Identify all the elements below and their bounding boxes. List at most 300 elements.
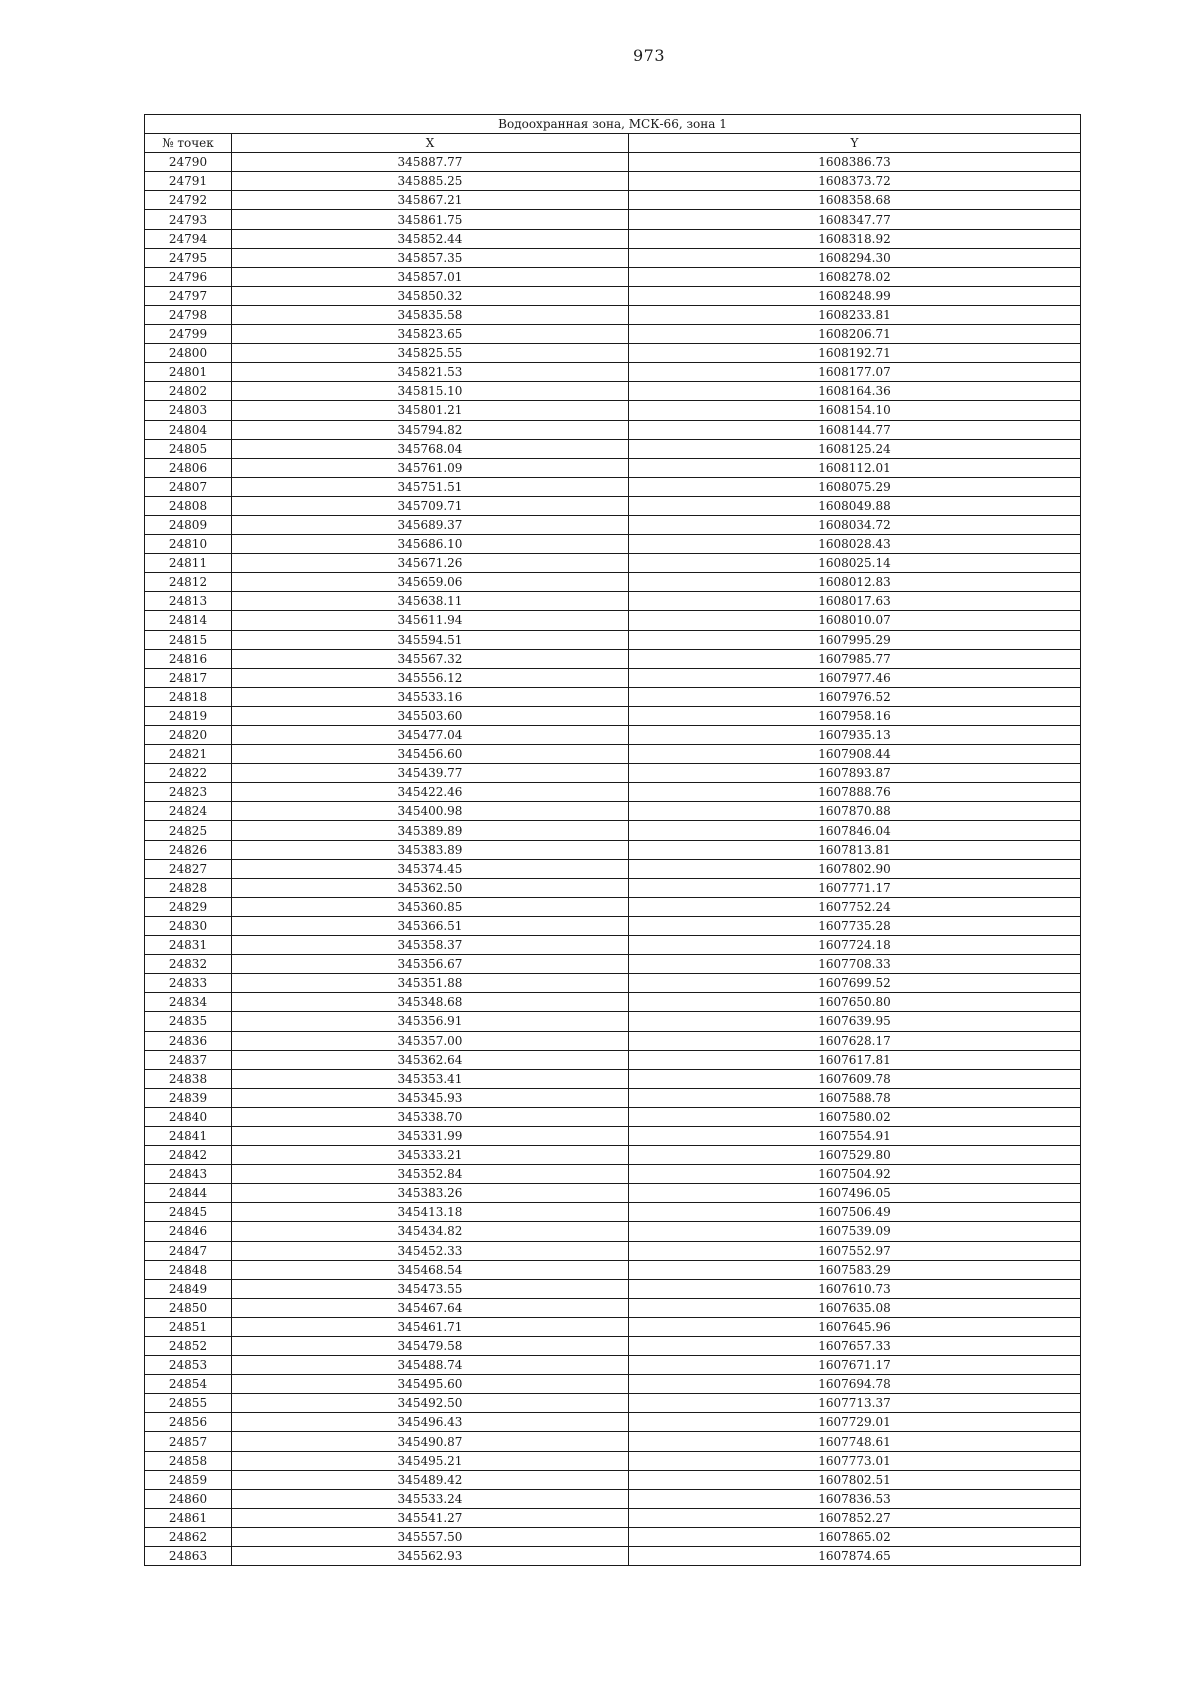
table-row (145, 1241, 1081, 1260)
x-coordinate-cell: 345477.04 (232, 726, 629, 745)
point-number-cell: 24815 (145, 630, 232, 649)
y-coordinate-cell: 1607539.09 (629, 1222, 1081, 1241)
y-coordinate-cell: 1607752.24 (629, 897, 1081, 916)
point-number-cell: 24859 (145, 1470, 232, 1489)
table-row (145, 382, 1081, 401)
x-coordinate-cell: 345567.32 (232, 649, 629, 668)
x-coordinate-cell: 345861.75 (232, 210, 629, 229)
point-number-cell: 24822 (145, 764, 232, 783)
table-row (145, 1451, 1081, 1470)
point-number-cell: 24800 (145, 344, 232, 363)
y-coordinate-cell: 1608164.36 (629, 382, 1081, 401)
y-coordinate-cell: 1607813.81 (629, 840, 1081, 859)
x-coordinate-cell: 345885.25 (232, 172, 629, 191)
point-number-cell: 24806 (145, 458, 232, 477)
point-number-cell: 24813 (145, 592, 232, 611)
y-coordinate-cell: 1607610.73 (629, 1279, 1081, 1298)
table-title: Водоохранная зона, МСК-66, зона 1 (145, 115, 1081, 134)
table-row (145, 878, 1081, 897)
x-coordinate-cell: 345689.37 (232, 515, 629, 534)
point-number-cell: 24803 (145, 401, 232, 420)
y-coordinate-cell: 1607748.61 (629, 1432, 1081, 1451)
point-number-cell: 24845 (145, 1203, 232, 1222)
y-coordinate-cell: 1607617.81 (629, 1050, 1081, 1069)
x-coordinate-cell: 345709.71 (232, 496, 629, 515)
y-coordinate-cell: 1607645.96 (629, 1317, 1081, 1336)
point-number-cell: 24791 (145, 172, 232, 191)
y-coordinate-cell: 1608233.81 (629, 305, 1081, 324)
point-number-cell: 24836 (145, 1031, 232, 1050)
table-row (145, 229, 1081, 248)
point-number-cell: 24834 (145, 993, 232, 1012)
y-coordinate-cell: 1608025.14 (629, 554, 1081, 573)
table-row (145, 821, 1081, 840)
x-coordinate-cell: 345479.58 (232, 1337, 629, 1356)
point-number-cell: 24850 (145, 1298, 232, 1317)
y-coordinate-cell: 1608248.99 (629, 286, 1081, 305)
y-coordinate-cell: 1607836.53 (629, 1489, 1081, 1508)
table-row (145, 1470, 1081, 1489)
x-coordinate-cell: 345345.93 (232, 1088, 629, 1107)
y-coordinate-cell: 1607802.90 (629, 859, 1081, 878)
x-coordinate-cell: 345852.44 (232, 229, 629, 248)
y-coordinate-cell: 1608075.29 (629, 477, 1081, 496)
table-row (145, 1088, 1081, 1107)
table-row (145, 1279, 1081, 1298)
table-row (145, 325, 1081, 344)
x-coordinate-cell: 345338.70 (232, 1107, 629, 1126)
point-number-cell: 24835 (145, 1012, 232, 1031)
point-number-cell: 24809 (145, 515, 232, 534)
x-coordinate-cell: 345488.74 (232, 1356, 629, 1375)
x-coordinate-cell: 345815.10 (232, 382, 629, 401)
point-number-cell: 24794 (145, 229, 232, 248)
point-number-cell: 24855 (145, 1394, 232, 1413)
point-number-cell: 24804 (145, 420, 232, 439)
table-row (145, 611, 1081, 630)
y-coordinate-cell: 1607958.16 (629, 706, 1081, 725)
x-coordinate-cell: 345557.50 (232, 1527, 629, 1546)
x-coordinate-cell: 345495.21 (232, 1451, 629, 1470)
y-coordinate-cell: 1608358.68 (629, 191, 1081, 210)
x-coordinate-cell: 345495.60 (232, 1375, 629, 1394)
point-number-cell: 24831 (145, 936, 232, 955)
x-coordinate-cell: 345857.35 (232, 248, 629, 267)
x-coordinate-cell: 345825.55 (232, 344, 629, 363)
y-coordinate-cell: 1607628.17 (629, 1031, 1081, 1050)
column-header-x: X (232, 134, 629, 153)
point-number-cell: 24793 (145, 210, 232, 229)
table-row (145, 783, 1081, 802)
point-number-cell: 24824 (145, 802, 232, 821)
point-number-cell: 24854 (145, 1375, 232, 1394)
y-coordinate-cell: 1608294.30 (629, 248, 1081, 267)
point-number-cell: 24796 (145, 267, 232, 286)
x-coordinate-cell: 345439.77 (232, 764, 629, 783)
x-coordinate-cell: 345383.26 (232, 1184, 629, 1203)
point-number-cell: 24808 (145, 496, 232, 515)
y-coordinate-cell: 1608206.71 (629, 325, 1081, 344)
x-coordinate-cell: 345356.67 (232, 955, 629, 974)
table-row (145, 1260, 1081, 1279)
column-header-y: Y (629, 134, 1081, 153)
x-coordinate-cell: 345358.37 (232, 936, 629, 955)
x-coordinate-cell: 345533.24 (232, 1489, 629, 1508)
y-coordinate-cell: 1607935.13 (629, 726, 1081, 745)
x-coordinate-cell: 345794.82 (232, 420, 629, 439)
table-row (145, 1394, 1081, 1413)
table-row (145, 706, 1081, 725)
point-number-cell: 24825 (145, 821, 232, 840)
x-coordinate-cell: 345489.42 (232, 1470, 629, 1489)
point-number-cell: 24821 (145, 745, 232, 764)
y-coordinate-cell: 1608154.10 (629, 401, 1081, 420)
y-coordinate-cell: 1607865.02 (629, 1527, 1081, 1546)
y-coordinate-cell: 1607976.52 (629, 687, 1081, 706)
x-coordinate-cell: 345761.09 (232, 458, 629, 477)
table-row (145, 191, 1081, 210)
point-number-cell: 24829 (145, 897, 232, 916)
table-row (145, 687, 1081, 706)
point-number-cell: 24841 (145, 1126, 232, 1145)
y-coordinate-cell: 1607888.76 (629, 783, 1081, 802)
x-coordinate-cell: 345686.10 (232, 535, 629, 554)
point-number-cell: 24862 (145, 1527, 232, 1546)
y-coordinate-cell: 1607724.18 (629, 936, 1081, 955)
y-coordinate-cell: 1607852.27 (629, 1508, 1081, 1527)
table-row (145, 535, 1081, 554)
table-row (145, 1222, 1081, 1241)
table-row (145, 1012, 1081, 1031)
table-row (145, 286, 1081, 305)
y-coordinate-cell: 1607729.01 (629, 1413, 1081, 1432)
x-coordinate-cell: 345887.77 (232, 153, 629, 172)
table-row (145, 916, 1081, 935)
table-row (145, 1107, 1081, 1126)
point-number-cell: 24799 (145, 325, 232, 344)
y-coordinate-cell: 1608347.77 (629, 210, 1081, 229)
y-coordinate-cell: 1608373.72 (629, 172, 1081, 191)
x-coordinate-cell: 345556.12 (232, 668, 629, 687)
x-coordinate-cell: 345389.89 (232, 821, 629, 840)
x-coordinate-cell: 345594.51 (232, 630, 629, 649)
x-coordinate-cell: 345473.55 (232, 1279, 629, 1298)
y-coordinate-cell: 1607870.88 (629, 802, 1081, 821)
point-number-cell: 24805 (145, 439, 232, 458)
table-row (145, 1184, 1081, 1203)
y-coordinate-cell: 1608017.63 (629, 592, 1081, 611)
point-number-cell: 24856 (145, 1413, 232, 1432)
table-row (145, 764, 1081, 783)
x-coordinate-cell: 345461.71 (232, 1317, 629, 1336)
table-row (145, 363, 1081, 382)
point-number-cell: 24807 (145, 477, 232, 496)
point-number-cell: 24818 (145, 687, 232, 706)
table-row (145, 936, 1081, 955)
y-coordinate-cell: 1607506.49 (629, 1203, 1081, 1222)
x-coordinate-cell: 345333.21 (232, 1146, 629, 1165)
y-coordinate-cell: 1607554.91 (629, 1126, 1081, 1145)
table-row (145, 477, 1081, 496)
table-row (145, 573, 1081, 592)
y-coordinate-cell: 1607699.52 (629, 974, 1081, 993)
table-row (145, 344, 1081, 363)
x-coordinate-cell: 345356.91 (232, 1012, 629, 1031)
y-coordinate-cell: 1607504.92 (629, 1165, 1081, 1184)
y-coordinate-cell: 1607773.01 (629, 1451, 1081, 1470)
point-number-cell: 24798 (145, 305, 232, 324)
y-coordinate-cell: 1607708.33 (629, 955, 1081, 974)
table-row (145, 1508, 1081, 1527)
table-row (145, 305, 1081, 324)
point-number-cell: 24844 (145, 1184, 232, 1203)
x-coordinate-cell: 345768.04 (232, 439, 629, 458)
x-coordinate-cell: 345801.21 (232, 401, 629, 420)
table-row (145, 554, 1081, 573)
y-coordinate-cell: 1608192.71 (629, 344, 1081, 363)
y-coordinate-cell: 1607552.97 (629, 1241, 1081, 1260)
table-row (145, 401, 1081, 420)
table-row (145, 1432, 1081, 1451)
table-row (145, 649, 1081, 668)
x-coordinate-cell: 345496.43 (232, 1413, 629, 1432)
point-number-cell: 24795 (145, 248, 232, 267)
table-row (145, 974, 1081, 993)
x-coordinate-cell: 345467.64 (232, 1298, 629, 1317)
table-row (145, 993, 1081, 1012)
x-coordinate-cell: 345541.27 (232, 1508, 629, 1527)
point-number-cell: 24814 (145, 611, 232, 630)
y-coordinate-cell: 1607583.29 (629, 1260, 1081, 1279)
point-number-cell: 24858 (145, 1451, 232, 1470)
point-number-cell: 24861 (145, 1508, 232, 1527)
x-coordinate-cell: 345468.54 (232, 1260, 629, 1279)
point-number-cell: 24817 (145, 668, 232, 687)
point-number-cell: 24812 (145, 573, 232, 592)
table-row (145, 897, 1081, 916)
point-number-cell: 24833 (145, 974, 232, 993)
table-row (145, 1337, 1081, 1356)
x-coordinate-cell: 345850.32 (232, 286, 629, 305)
x-coordinate-cell: 345360.85 (232, 897, 629, 916)
y-coordinate-cell: 1607496.05 (629, 1184, 1081, 1203)
point-number-cell: 24843 (145, 1165, 232, 1184)
y-coordinate-cell: 1608010.07 (629, 611, 1081, 630)
point-number-cell: 24837 (145, 1050, 232, 1069)
table-row (145, 668, 1081, 687)
table-row (145, 1126, 1081, 1145)
x-coordinate-cell: 345366.51 (232, 916, 629, 935)
point-number-cell: 24846 (145, 1222, 232, 1241)
y-coordinate-cell: 1607609.78 (629, 1069, 1081, 1088)
y-coordinate-cell: 1607846.04 (629, 821, 1081, 840)
x-coordinate-cell: 345490.87 (232, 1432, 629, 1451)
x-coordinate-cell: 345383.89 (232, 840, 629, 859)
y-coordinate-cell: 1607657.33 (629, 1337, 1081, 1356)
table-row (145, 1203, 1081, 1222)
x-coordinate-cell: 345671.26 (232, 554, 629, 573)
y-coordinate-cell: 1607977.46 (629, 668, 1081, 687)
table-row (145, 267, 1081, 286)
table-row (145, 248, 1081, 267)
table-row (145, 1547, 1081, 1566)
x-coordinate-cell: 345456.60 (232, 745, 629, 764)
y-coordinate-cell: 1607874.65 (629, 1547, 1081, 1566)
table-row (145, 1031, 1081, 1050)
x-coordinate-cell: 345823.65 (232, 325, 629, 344)
y-coordinate-cell: 1608112.01 (629, 458, 1081, 477)
x-coordinate-cell: 345503.60 (232, 706, 629, 725)
table-row (145, 1356, 1081, 1375)
table-row (145, 1317, 1081, 1336)
y-coordinate-cell: 1607671.17 (629, 1356, 1081, 1375)
table-row (145, 1298, 1081, 1317)
x-coordinate-cell: 345362.64 (232, 1050, 629, 1069)
table-row (145, 840, 1081, 859)
x-coordinate-cell: 345638.11 (232, 592, 629, 611)
table-row (145, 745, 1081, 764)
y-coordinate-cell: 1608318.92 (629, 229, 1081, 248)
x-coordinate-cell: 345357.00 (232, 1031, 629, 1050)
y-coordinate-cell: 1607908.44 (629, 745, 1081, 764)
point-number-cell: 24838 (145, 1069, 232, 1088)
table-row (145, 592, 1081, 611)
point-number-cell: 24839 (145, 1088, 232, 1107)
point-number-cell: 24832 (145, 955, 232, 974)
point-number-cell: 24851 (145, 1317, 232, 1336)
y-coordinate-cell: 1608177.07 (629, 363, 1081, 382)
table-row (145, 153, 1081, 172)
point-number-cell: 24816 (145, 649, 232, 668)
table-row (145, 496, 1081, 515)
point-number-cell: 24820 (145, 726, 232, 745)
point-number-cell: 24811 (145, 554, 232, 573)
x-coordinate-cell: 345857.01 (232, 267, 629, 286)
y-coordinate-cell: 1607588.78 (629, 1088, 1081, 1107)
point-number-cell: 24801 (145, 363, 232, 382)
point-number-cell: 24830 (145, 916, 232, 935)
y-coordinate-cell: 1607529.80 (629, 1146, 1081, 1165)
table-row (145, 1165, 1081, 1184)
table-row (145, 515, 1081, 534)
x-coordinate-cell: 345351.88 (232, 974, 629, 993)
point-number-cell: 24847 (145, 1241, 232, 1260)
y-coordinate-cell: 1608278.02 (629, 267, 1081, 286)
point-number-cell: 24827 (145, 859, 232, 878)
table-row (145, 458, 1081, 477)
table-row (145, 1527, 1081, 1546)
x-coordinate-cell: 345413.18 (232, 1203, 629, 1222)
x-coordinate-cell: 345835.58 (232, 305, 629, 324)
x-coordinate-cell: 345422.46 (232, 783, 629, 802)
y-coordinate-cell: 1607995.29 (629, 630, 1081, 649)
point-number-cell: 24840 (145, 1107, 232, 1126)
y-coordinate-cell: 1608144.77 (629, 420, 1081, 439)
x-coordinate-cell: 345452.33 (232, 1241, 629, 1260)
x-coordinate-cell: 345348.68 (232, 993, 629, 1012)
table-row (145, 1146, 1081, 1165)
table-row (145, 439, 1081, 458)
x-coordinate-cell: 345374.45 (232, 859, 629, 878)
x-coordinate-cell: 345353.41 (232, 1069, 629, 1088)
point-number-cell: 24857 (145, 1432, 232, 1451)
point-number-cell: 24823 (145, 783, 232, 802)
page-number: 973 (632, 46, 666, 65)
point-number-cell: 24849 (145, 1279, 232, 1298)
y-coordinate-cell: 1608125.24 (629, 439, 1081, 458)
y-coordinate-cell: 1607713.37 (629, 1394, 1081, 1413)
point-number-cell: 24852 (145, 1337, 232, 1356)
point-number-cell: 24826 (145, 840, 232, 859)
x-coordinate-cell: 345867.21 (232, 191, 629, 210)
y-coordinate-cell: 1607639.95 (629, 1012, 1081, 1031)
y-coordinate-cell: 1608028.43 (629, 535, 1081, 554)
table-title-row (145, 115, 1081, 134)
table-row (145, 1413, 1081, 1432)
point-number-cell: 24819 (145, 706, 232, 725)
table-row (145, 630, 1081, 649)
y-coordinate-cell: 1607893.87 (629, 764, 1081, 783)
point-number-cell: 24842 (145, 1146, 232, 1165)
table-header-row (145, 134, 1081, 153)
y-coordinate-cell: 1607735.28 (629, 916, 1081, 935)
table-row (145, 1050, 1081, 1069)
point-number-cell: 24860 (145, 1489, 232, 1508)
y-coordinate-cell: 1608049.88 (629, 496, 1081, 515)
x-coordinate-cell: 345821.53 (232, 363, 629, 382)
x-coordinate-cell: 345659.06 (232, 573, 629, 592)
table-row (145, 859, 1081, 878)
x-coordinate-cell: 345331.99 (232, 1126, 629, 1145)
point-number-cell: 24828 (145, 878, 232, 897)
y-coordinate-cell: 1607802.51 (629, 1470, 1081, 1489)
y-coordinate-cell: 1607635.08 (629, 1298, 1081, 1317)
table-row (145, 726, 1081, 745)
x-coordinate-cell: 345562.93 (232, 1547, 629, 1566)
point-number-cell: 24802 (145, 382, 232, 401)
x-coordinate-cell: 345751.51 (232, 477, 629, 496)
y-coordinate-cell: 1608034.72 (629, 515, 1081, 534)
point-number-cell: 24863 (145, 1547, 232, 1566)
point-number-cell: 24848 (145, 1260, 232, 1279)
table-row (145, 210, 1081, 229)
x-coordinate-cell: 345352.84 (232, 1165, 629, 1184)
y-coordinate-cell: 1607650.80 (629, 993, 1081, 1012)
table-row (145, 802, 1081, 821)
coordinates-table (144, 114, 1081, 1566)
table-row (145, 1069, 1081, 1088)
point-number-cell: 24792 (145, 191, 232, 210)
y-coordinate-cell: 1607694.78 (629, 1375, 1081, 1394)
column-header-point-number: № точек (145, 134, 232, 153)
y-coordinate-cell: 1608012.83 (629, 573, 1081, 592)
table-row (145, 420, 1081, 439)
x-coordinate-cell: 345400.98 (232, 802, 629, 821)
table-row (145, 1375, 1081, 1394)
y-coordinate-cell: 1608386.73 (629, 153, 1081, 172)
y-coordinate-cell: 1607985.77 (629, 649, 1081, 668)
table-row (145, 172, 1081, 191)
point-number-cell: 24790 (145, 153, 232, 172)
x-coordinate-cell: 345434.82 (232, 1222, 629, 1241)
table-row (145, 1489, 1081, 1508)
point-number-cell: 24853 (145, 1356, 232, 1375)
x-coordinate-cell: 345611.94 (232, 611, 629, 630)
x-coordinate-cell: 345533.16 (232, 687, 629, 706)
x-coordinate-cell: 345362.50 (232, 878, 629, 897)
table-body (145, 153, 1081, 1566)
point-number-cell: 24810 (145, 535, 232, 554)
